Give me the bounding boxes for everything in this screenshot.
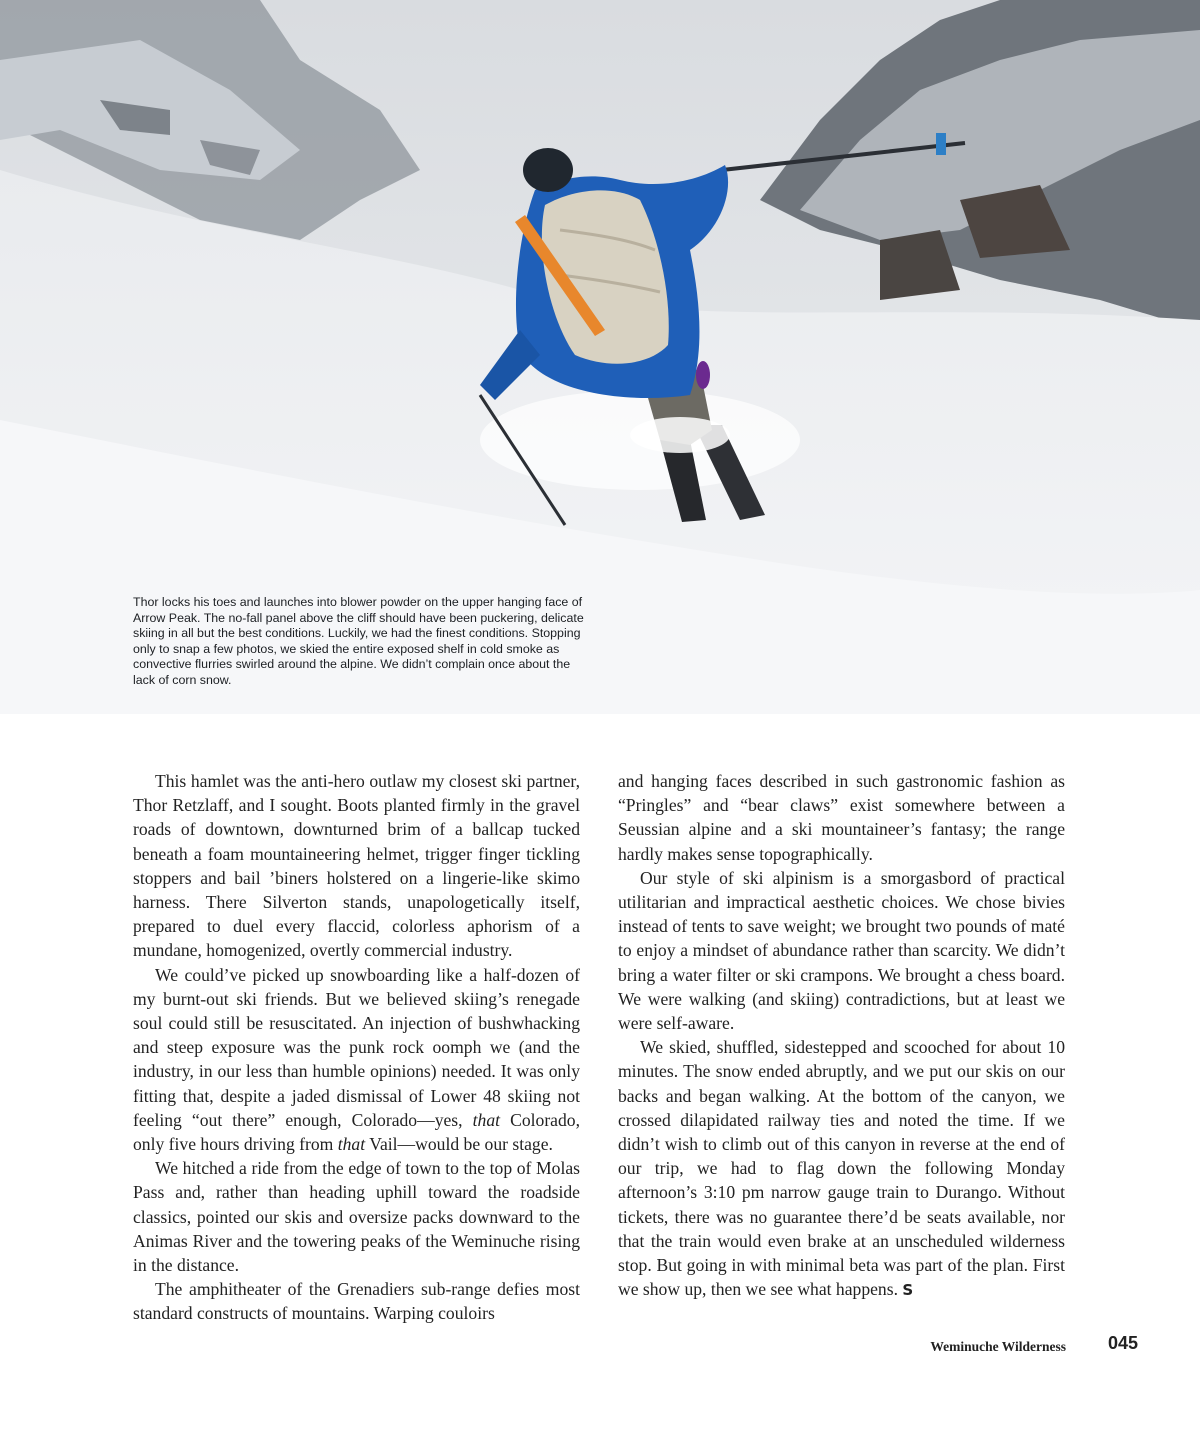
page-number: 045 — [1107, 1333, 1138, 1353]
paragraph: The amphitheater of the Grenadiers sub-range defies most standard constructs of mountains. Warping couloirs — [133, 1279, 580, 1324]
section-title: Weminuche Wilderness — [930, 1339, 1066, 1354]
paragraph: Our style of ski alpinism is a smorgasbord of practical utilitarian and impractical aesthetic choices. We chose bivies instead of tents to save weight; we brought two pounds of maté to enjoy a mindset of abundance rather than scarcity. We didn’t bring a water filter or ski crampons. We brought a chess board. We were walking (and skiing) contradictions, but at least we were self-aware. — [618, 867, 1065, 1034]
hero-photo — [0, 0, 1200, 714]
article-column-left — [133, 769, 580, 1326]
paragraph — [618, 1035, 1065, 1302]
paragraph: and hanging faces described in such gastronomic fashion as “Pringles” and “bear claws” exist somewhere between a Seussian alpine and a ski mountaineer’s fantasy; the range hardly makes sense topographically. — [618, 771, 1065, 864]
paragraph-text: We skied, shuffled, sidestepped and scooched for about 10 minutes. The snow ended abruptly, and we put our skis on our backs and began walking. At the bottom of the canyon, we crossed dilapidated railway ties and noted the time. If we didn’t wish to climb out of this canyon in reverse at the end of our trip, we had to flag down the following Monday afternoon’s 3:10 pm narrow gauge train to Durango. Without tickets, there was no guarantee there’d be seats available, nor that the train would even brake at an unscheduled wilderness stop. But going in with minimal beta was part of the plan. First we show up, then we see what happens. — [618, 1037, 1065, 1300]
photo-caption: Thor locks his toes and launches into blower powder on the upper hanging face of Arrow Peak. The no-fall panel above the cliff should have been puckering, delicate skiing in all but the best conditions. Luckily, we had the finest conditions. Stopping only to snap a few photos, we skied the entire exposed shelf in cold smoke as convective flurries swirled around the alpine. We didn’t complain once about the lack of corn snow. — [133, 595, 584, 687]
article-column-right — [618, 769, 1065, 1302]
paragraph: This hamlet was the anti-hero outlaw my closest ski partner, Thor Retzlaff, and I sought. Boots planted firmly in the gravel roads of downtown, downturned brim of a ballcap tucked beneath a foam mountaineering helmet, trigger finger tickling stoppers and bail ’biners holstered on a lingerie-like skimo harness. There Silverton stands, unapologetically itself, prepared to duel every flaccid, colorless aphorism of a mundane, homogenized, overtly commercial industry. — [133, 771, 580, 961]
paragraph-text: Colorado, only five hours driving from — [133, 1109, 580, 1155]
paragraph: We hitched a ride from the edge of town to the top of Molas Pass and, rather than heading uphill toward the roadside classics, pointed our skis and oversize packs downward to the Animas River and the towering peaks of the Weminuche rising in the distance. — [133, 1158, 580, 1276]
end-mark-icon: S — [902, 1281, 914, 1300]
emphasis: that — [337, 1134, 366, 1155]
emphasis: that — [472, 1109, 501, 1130]
paragraph — [133, 963, 580, 1157]
paragraph-text: We could’ve picked up snowboarding like a half-dozen of my burnt-out ski friends. But we believed skiing’s renegade soul could still be resuscitated. An injection of bushwhacking and steep exposure was the punk rock oomph we (and the industry, in our less than humble opinions) needed. It was only fitting that, despite a jaded dismissal of Lower 48 skiing not feeling “out there” enough, Colorado—yes, — [133, 964, 580, 1130]
paragraph-text: Vail—would be our stage. — [369, 1134, 553, 1155]
